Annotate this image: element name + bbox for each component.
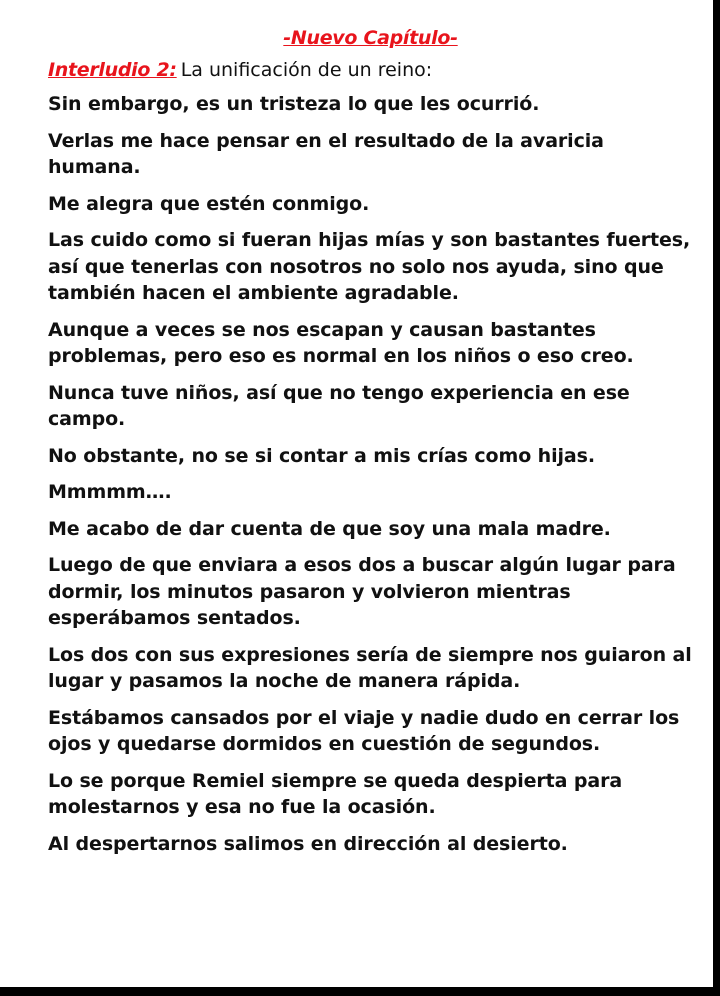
chapter-heading: -Nuevo Capítulo- [283, 27, 458, 49]
paragraph: Mmmmm…. [48, 481, 172, 503]
paragraph: Las cuido como si fueran hijas mías y son bastantes fuertes, así que tenerlas con nosotros no solo nos ayuda, sino que también hacen el ambiente agradable. [48, 229, 691, 304]
paragraph: Aunque a veces se nos escapan y causan bastantes problemas, pero eso es normal en los niños o eso creo. [48, 318, 634, 367]
interlude-subtitle: La unificación de un reino: [180, 59, 433, 81]
interlude-label: Interludio 2: [48, 59, 177, 81]
paragraph: Luego de que enviara a esos dos a buscar algún lugar para dormir, los minutos pasaron y volvieron mientras esperábamos sentados. [48, 554, 676, 629]
paragraph: Me acabo de dar cuenta de que soy una mala madre. [48, 517, 611, 540]
paragraph: Lo se porque Remiel siempre se queda despierta para molestarnos y esa no fue la ocasión. [48, 769, 623, 818]
interlude-heading [48, 57, 693, 83]
paragraph: Al despertarnos salimos en dirección al desierto. [48, 832, 568, 855]
paragraph: Nunca tuve niños, así que no tengo experiencia en ese campo. [48, 381, 630, 430]
paragraph: Estábamos cansados por el viaje y nadie dudo en cerrar los ojos y quedarse dormidos en cuestión de segundos. [48, 706, 680, 755]
paragraph: Los dos con sus expresiones sería de siempre nos guiaron al lugar y pasamos la noche de manera rápida. [48, 643, 692, 692]
paragraph: No obstante, no se si contar a mis crías como hijas. [48, 444, 595, 467]
paragraph: Sin embargo, es un tristeza lo que les ocurrió. [48, 93, 540, 115]
paragraph: Me alegra que estén conmigo. [48, 192, 370, 215]
document-body [48, 24, 693, 867]
paragraph: Verlas me hace pensar en el resultado de la avaricia humana. [48, 129, 604, 178]
